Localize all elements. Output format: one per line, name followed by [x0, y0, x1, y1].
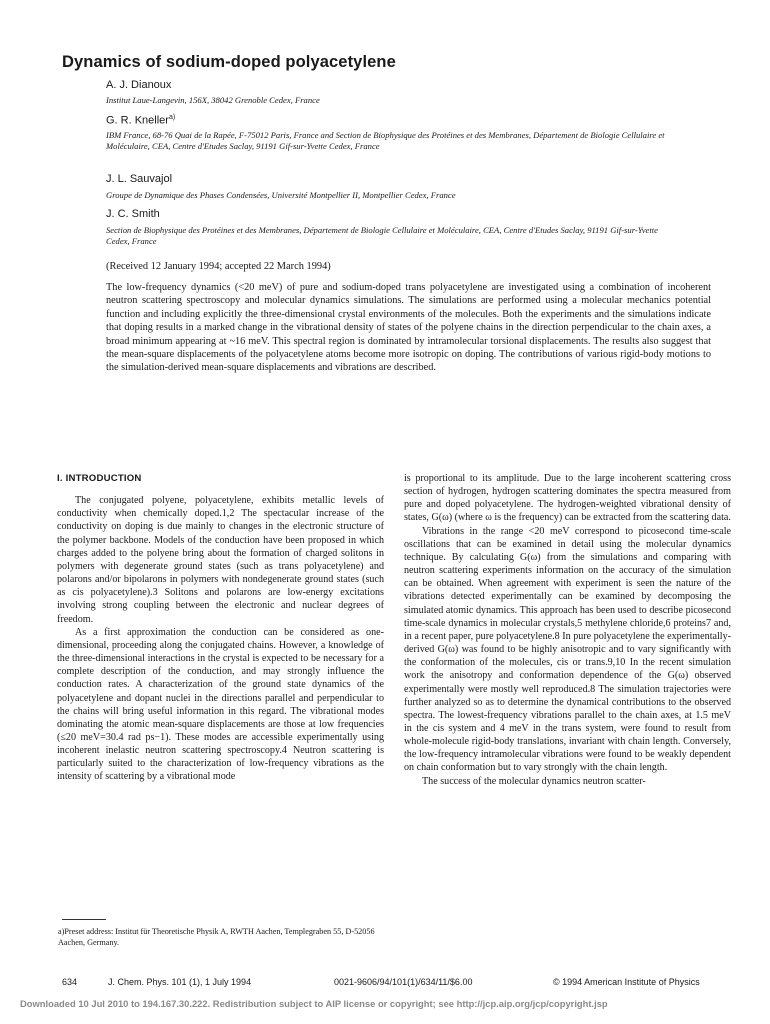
author-name-2-footnote-mark: a): [168, 114, 176, 121]
author-name-3: J. L. Sauvajol: [106, 173, 173, 185]
intro-paragraph-1: The conjugated polyene, polyacetylene, exhibits metallic levels of conductivity when chemically doped.1,2 The spectacular increase of the conductivity on doping is due mainly to changes in the electronic structure of the polymer backbone. Models of the conduction have been proposed in which charges added to the polyene bring about the formation of charged solitons in polymers with degenerate ground states (such as trans polyacetylene) and polarons and/or bipolarons in polymers with nondegenerate ground states (such as cis polyacetylene).3 Solitons and polarons are low-energy excitations involving strong coupling between the electronic and nuclear degrees of freedom.: [57, 495, 384, 625]
footer-journal-citation: J. Chem. Phys. 101 (1), 1 July 1994: [108, 977, 252, 987]
article-title: Dynamics of sodium-doped polyacetylene: [62, 53, 396, 71]
right-column: [404, 472, 731, 788]
author-name-1: A. J. Dianoux: [106, 79, 172, 91]
intro-paragraph-2-continued: is proportional to its amplitude. Due to the large incoherent scattering cross section of hydrogen, hydrogen scattering dominates the spectra measured from pure and doped polyacetylene. The hydrogen-weighted vibrational density of states, G(ω) (where ω is the frequency) can be extracted from the scattering data.: [404, 473, 731, 524]
author-name-2: [106, 114, 175, 127]
download-notice: Downloaded 10 Jul 2010 to 194.167.30.222. Redistribution subject to AIP license or copyright; see http://jcp.aip.org/jcp/copyright.jsp: [20, 998, 608, 1009]
intro-paragraph-4-start: The success of the molecular dynamics neutron scatter-: [422, 775, 646, 787]
footer-copyright: © 1994 American Institute of Physics: [553, 977, 700, 987]
received-dates: (Received 12 January 1994; accepted 22 March 1994): [106, 261, 331, 272]
intro-paragraph-2: As a first approximation the conduction can be considered as one-dimensional, proceeding along the conjugated chains. However, a knowledge of the three-dimensional interactions in the crystal is expected to be necessary for a complete description of the conduction, and may strongly influence the conduction rates. A characterization of the ground state dynamics of the polyacetylene and dopant nuclei in the directions parallel and perpendicular to the chains will bring useful information in this regard. The vibrational modes dominating the atomic mean-square displacements are those at low frequencies (≤20 meV=30.4 rad ps−1). These modes are accessible experimentally using incoherent inelastic neutron scattering spectroscopy.4 Neutron scattering is particularly suited to the characterization of low-frequency vibrations as the intensity of scattering by a vibrational mode: [57, 626, 384, 783]
footnote-present-address: a)Preset address: Institut für Theoretische Physik A, RWTH Aachen, Templegraben 55, D-52056 Aachen, Germany.: [58, 927, 375, 947]
author-affiliation-2: IBM France, 68-76 Quai de la Rapée, F-75012 Paris, France and Section de Biophysique des Protéines et des Membranes, Département de Biologie Cellulaire et Moléculaire, CEA, Centre d'Etudes Saclay, 91191 Gif-sur-Yvette Cedex, France: [106, 130, 665, 151]
footer-article-code: 0021-9606/94/101(1)/634/11/$6.00: [334, 977, 473, 987]
author-affiliation-4: Section de Biophysique des Protéines et des Membranes, Département de Biologie Cellulaire et Moléculaire, CEA, Centre d'Etudes Saclay, 91191 Gif-sur-Yvette Cedex, France: [106, 225, 658, 246]
author-name-2-text: G. R. Kneller: [106, 114, 169, 127]
section-heading-introduction: I. INTRODUCTION: [57, 473, 142, 484]
footer-page-number: 634: [62, 977, 78, 987]
author-affiliation-1: Institut Laue-Langevin, 156X, 38042 Grenoble Cedex, France: [106, 95, 320, 105]
intro-paragraph-3: Vibrations in the range <20 meV correspond to picosecond time-scale oscillations that can be examined in detail using the molecular dynamics technique. By calculating G(ω) from the simulations and comparing with neutron scattering experiments information on the accuracy of the simulation can be obtained. When agreement with experiment is seen the nature of the vibrations detected experimentally can be examined by decomposing the simulated atomic dynamics. This approach has been used to describe picosecond time-scale dynamics in molecular crystals,5 methylene chloride,6 proteins7 and, in a recent paper, pure polyacetylene.8 In pure polyacetylene the experimentally-derived G(ω) was found to be highly anisotropic and to vary significantly with the conformation of the molecules, cis or trans.9,10 In the recent simulation work the anisotropy and conformation dependence of the G(ω) observed experimentally were mostly well reproduced.8 The simulation trajectories were further analyzed so as to determine the dynamical contributions to the observed spectra. The lowest-frequency vibrations parallel to the chain axes, at 1.5 meV in the cis system and 4 meV in the trans system, were found to result from whole-molecule rigid-body translations, invariant with chain length. Conversely, the low-frequency intramolecular vibrations were found to be weakly dependent on chain conformation but to vary strongly with the chain length.: [404, 525, 731, 774]
author-name-4: J. C. Smith: [106, 208, 160, 220]
footnote-divider: [62, 919, 106, 920]
abstract: The low-frequency dynamics (<20 meV) of pure and sodium-doped trans polyacetylene are investigated using a combination of incoherent neutron scattering spectroscopy and molecular dynamics simulations. The simulations are performed using a molecular mechanics potential function and including explicitly the three-dimensional crystal environments of the molecules. Both the experiments and the simulations indicate that doping results in a marked change in the vibrational density of states of the polyene chains in the direction perpendicular to the chain axes, a broad minimum appearing at ~16 meV. This spectral region is dominated by intramolecular torsional displacements. The results also suggest that the mean-square displacements of the polyacetylene atoms become more isotropic on doping. The contributions of various rigid-body motions to the simulation-derived mean-square displacements and vibrations are described.: [106, 282, 711, 374]
left-column: [57, 472, 384, 784]
author-affiliation-3: Groupe de Dynamique des Phases Condensées, Université Montpellier II, Montpellier Cedex, France: [106, 190, 456, 200]
